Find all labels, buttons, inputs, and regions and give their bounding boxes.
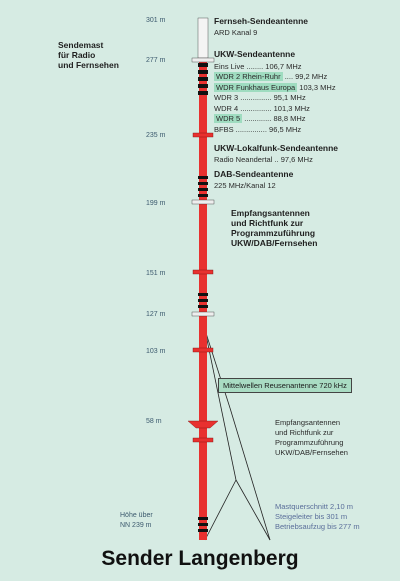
ukw-station: WDR 2 Rhein-Ruhr .... 99,2 MHz bbox=[216, 72, 328, 81]
ukw-station: WDR Funkhaus Europa 103,3 MHz bbox=[216, 82, 336, 92]
mast-stats: Mastquerschnitt 2,10 m Steigeleiter bis 301 m Betriebsaufzug bis 277 m bbox=[275, 502, 360, 531]
ukw-station: WDR 4 ............... 101,3 MHz bbox=[214, 103, 310, 113]
receive-antennas-upper: Empfangsantennen und Richtfunk zur Programmzuführung UKW/DAB/Fernsehen bbox=[231, 208, 318, 248]
altitude-235: 235 m bbox=[146, 132, 166, 139]
altitude-199: 199 m bbox=[146, 200, 166, 207]
mast-shaft bbox=[199, 20, 207, 540]
dab-group: DAB-Sendeantenne 225 MHz/Kanal 12 bbox=[214, 169, 294, 190]
page-title: Sender Langenberg bbox=[101, 547, 299, 570]
ukw-station: Eins Live ........ 106,7 MHz bbox=[214, 61, 302, 71]
tv-group: Fernseh-Sendeantenne ARD Kanal 9 bbox=[214, 16, 308, 37]
altitude-151: 151 m bbox=[146, 270, 166, 277]
altitude-58: 58 m bbox=[146, 418, 162, 425]
altitude-103: 103 m bbox=[146, 348, 166, 355]
guy-wires bbox=[205, 330, 270, 540]
ukw-group: UKW-Sendeantenne Eins Live ........ 106,7 MHz WDR 2 Rhein-Ruhr .... 99,2 MHz WDR Funkhaus Europa 103,3 MHz WDR 3 ............... 95,1 MHz WDR 4 ............... 101,3 MHz WDR 5 ............. 88,8 MHz BFBS ............... 96,5 MHz bbox=[214, 49, 336, 134]
altitude-301: 301 m bbox=[146, 17, 166, 24]
mw-antenna-label: Mittelwellen Reusenantenne 720 kHz bbox=[218, 378, 352, 393]
local-radio-group: UKW-Lokalfunk-Sendeantenne Radio Neandertal .. 97,6 MHz bbox=[214, 143, 339, 164]
ukw-station: BFBS ............... 96,5 MHz bbox=[214, 124, 302, 134]
ukw-station: WDR 3 ............... 95,1 MHz bbox=[214, 93, 306, 102]
intro-text: Sendemast für Radio und Fernsehen bbox=[58, 40, 119, 70]
ukw-station: WDR 5 ............. 88,8 MHz bbox=[216, 114, 306, 123]
altitude-127: 127 m bbox=[146, 311, 166, 318]
altitude-277: 277 m bbox=[146, 57, 166, 64]
base-altitude: Höhe über NN 239 m bbox=[120, 512, 153, 529]
tv-antenna-segment bbox=[198, 18, 208, 58]
receive-antennas-lower: Empfangsantennen und Richtfunk zur Programmzuführung UKW/DAB/Fernsehen bbox=[275, 418, 348, 457]
